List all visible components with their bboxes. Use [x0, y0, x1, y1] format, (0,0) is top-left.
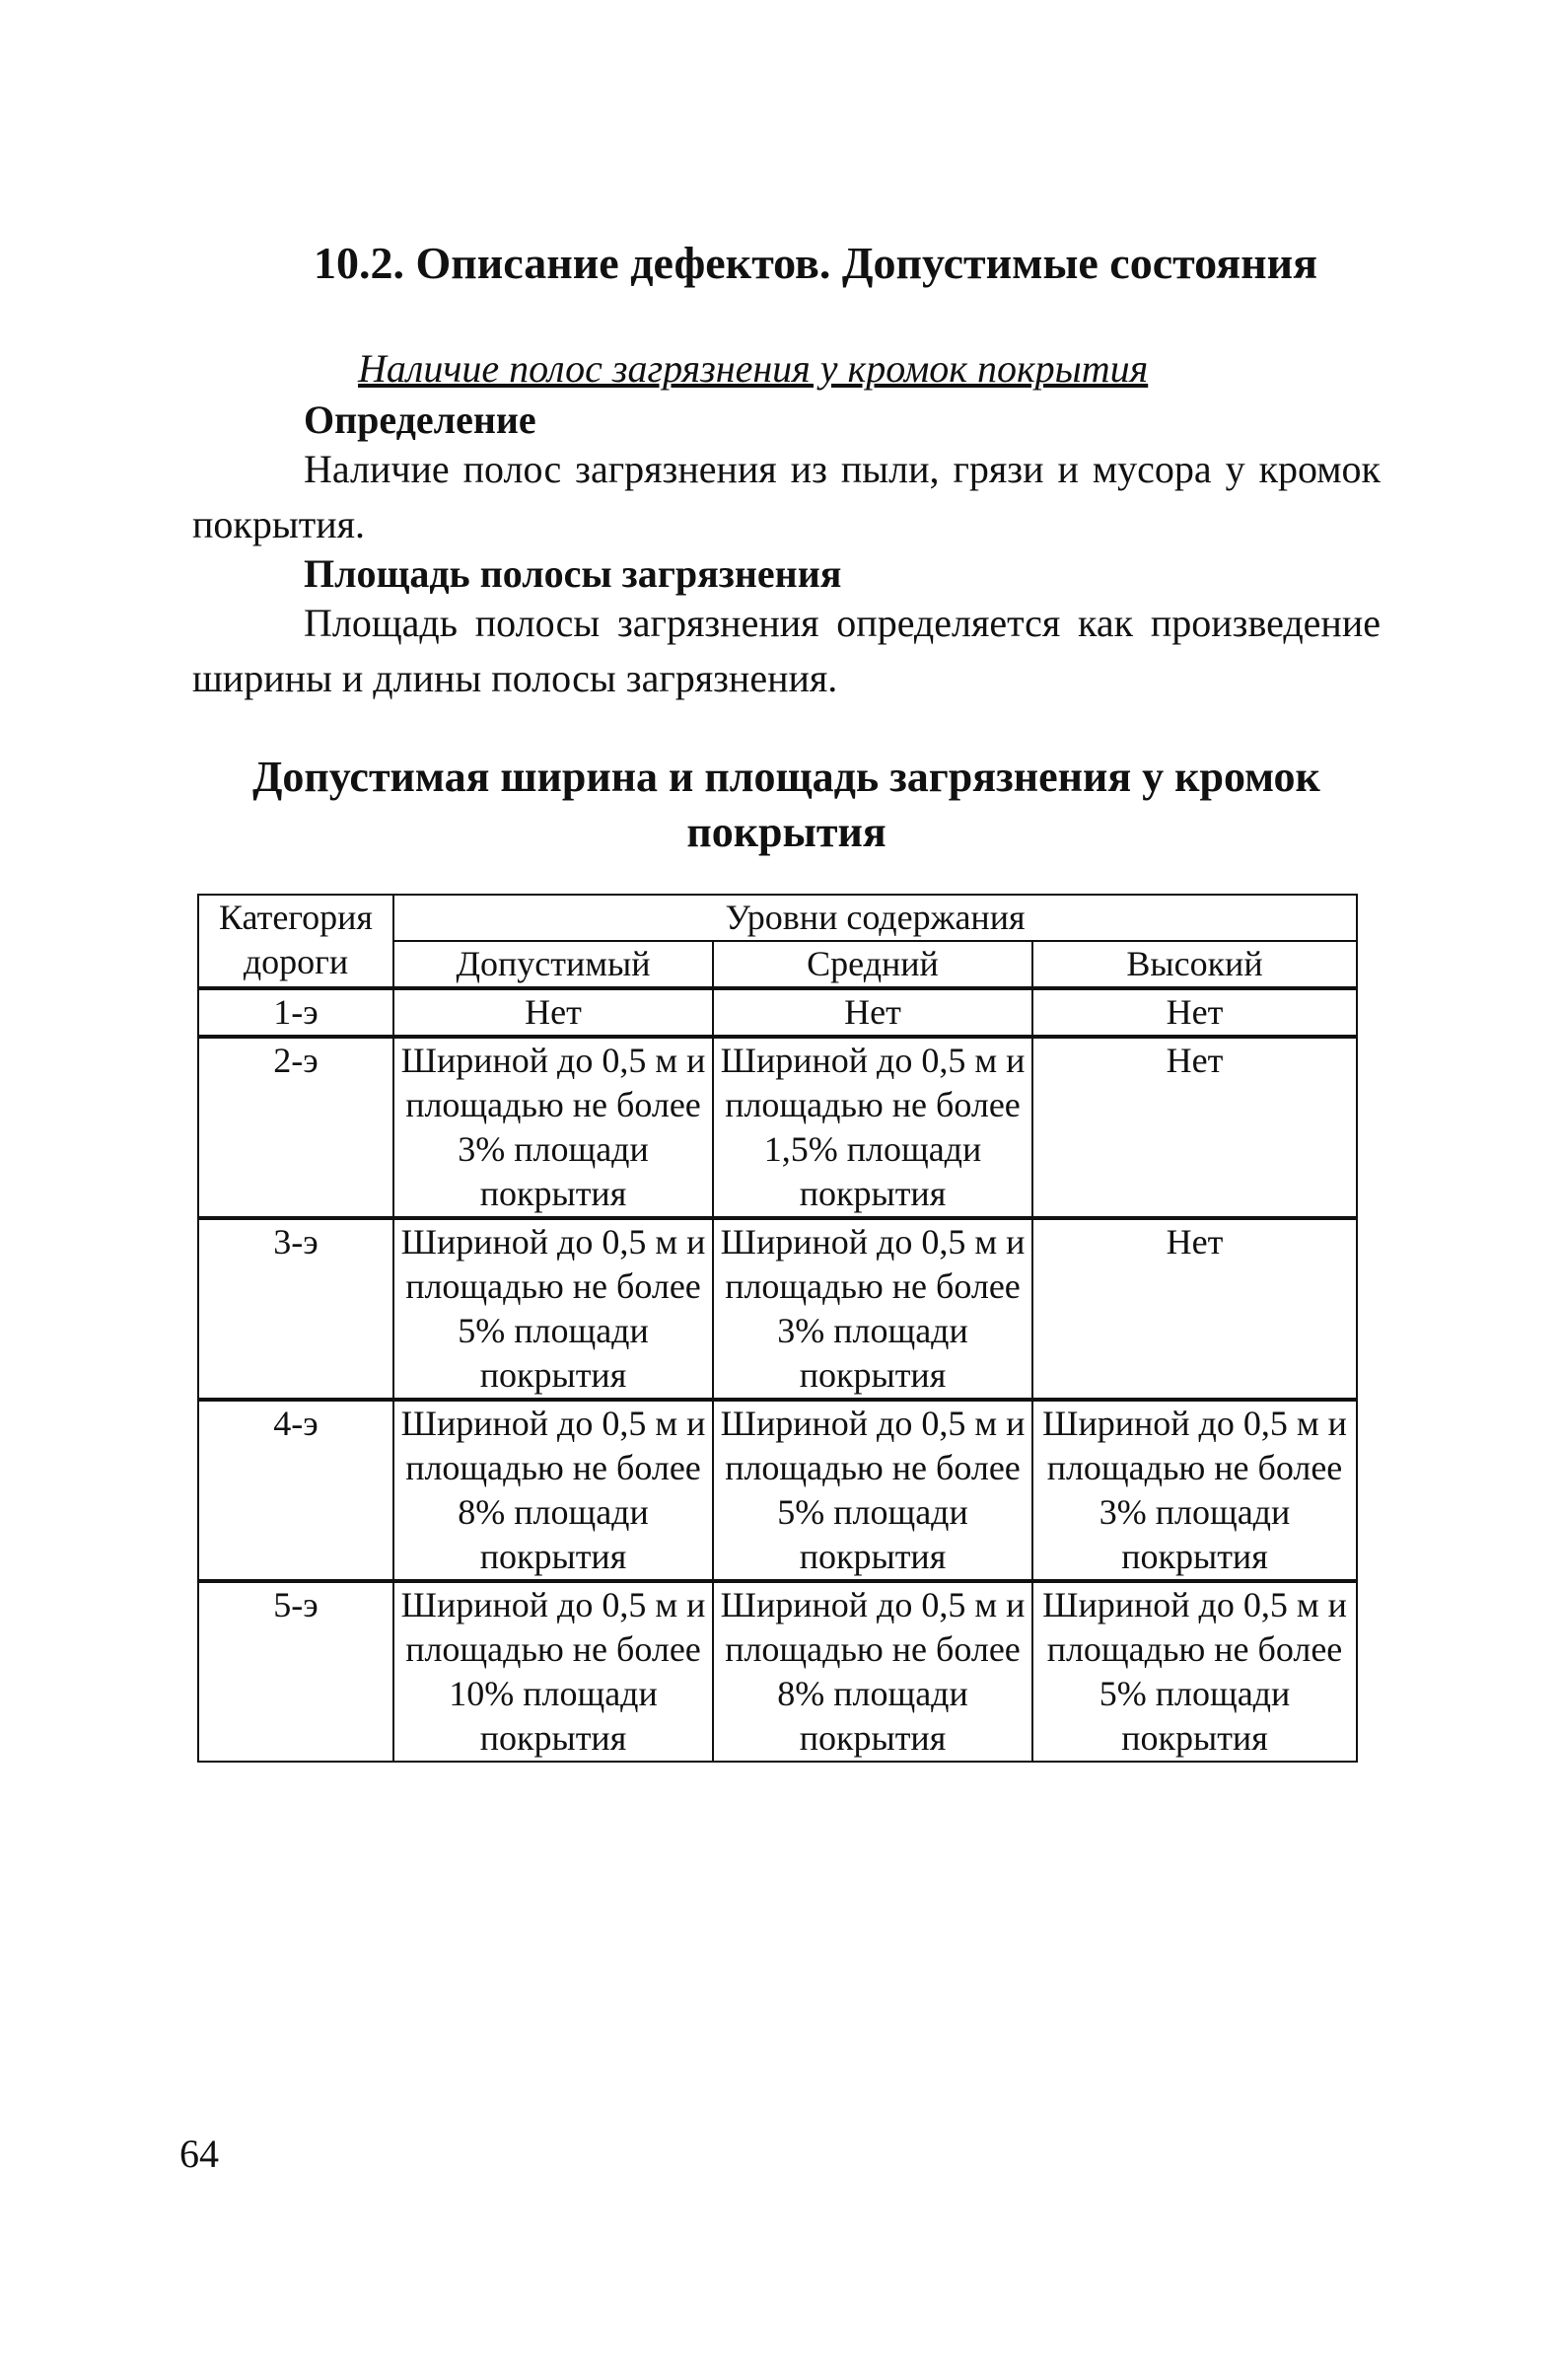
table-cell: Шириной до 0,5 м и площадью не более 5% площади покрытия	[1032, 1581, 1357, 1762]
defect-subtitle: Наличие полос загрязнения у кромок покрытия	[358, 346, 1149, 391]
norms-table	[197, 894, 1358, 1763]
category-cell: 3-э	[198, 1218, 393, 1400]
table-title-line-2: покрытия	[686, 808, 886, 856]
table-cell: Шириной до 0,5 м и площадью не более 3% площади покрытия	[713, 1218, 1032, 1400]
table-cell: Шириной до 0,5 м и площадью не более 1,5% площади покрытия	[713, 1037, 1032, 1218]
table-cell: Шириной до 0,5 м и площадью не более 8% площади покрытия	[393, 1400, 713, 1581]
category-cell: 1-э	[198, 988, 393, 1037]
table-header-row	[198, 895, 1357, 941]
column-header: Допустимый	[393, 941, 713, 988]
table-cell: Нет	[1032, 988, 1357, 1037]
table-title	[192, 750, 1381, 860]
table-cell: Шириной до 0,5 м и площадью не более 8% площади покрытия	[713, 1581, 1032, 1762]
table-cell: Нет	[1032, 1218, 1357, 1400]
table-row	[198, 1400, 1357, 1581]
table-row	[198, 988, 1357, 1037]
page-number: 64	[179, 2131, 219, 2176]
table-cell: Шириной до 0,5 м и площадью не более 5% площади покрытия	[393, 1218, 713, 1400]
header-category: Категория дороги	[198, 895, 393, 988]
table-row	[198, 1218, 1357, 1400]
table-cell: Шириной до 0,5 м и площадью не более 3% площади покрытия	[1032, 1400, 1357, 1581]
category-cell: 2-э	[198, 1037, 393, 1218]
table-title-line-1: Допустимая ширина и площадь загрязнения у кромок	[252, 753, 1320, 801]
table-cell: Нет	[713, 988, 1032, 1037]
section-heading: 10.2. Описание дефектов. Допустимые состояния	[314, 238, 1318, 288]
table-cell: Шириной до 0,5 м и площадью не более 5% площади покрытия	[713, 1400, 1032, 1581]
table-row	[198, 1037, 1357, 1218]
table-cell: Нет	[393, 988, 713, 1037]
definition-label: Определение	[304, 397, 536, 442]
area-label: Площадь полосы загрязнения	[304, 551, 842, 596]
category-cell: 5-э	[198, 1581, 393, 1762]
table-cell: Шириной до 0,5 м и площадью не более 3% площади покрытия	[393, 1037, 713, 1218]
table-cell: Нет	[1032, 1037, 1357, 1218]
header-levels: Уровни содержания	[393, 895, 1357, 941]
area-text: Площадь полосы загрязнения определяется как произведение ширины и длины полосы загрязнения.	[192, 601, 1381, 700]
column-header: Высокий	[1032, 941, 1357, 988]
table-cell: Шириной до 0,5 м и площадью не более 10% площади покрытия	[393, 1581, 713, 1762]
category-cell: 4-э	[198, 1400, 393, 1581]
definition-text: Наличие полос загрязнения из пыли, грязи и мусора у кромок покрытия.	[192, 447, 1381, 546]
table-row	[198, 1581, 1357, 1762]
column-header: Средний	[713, 941, 1032, 988]
